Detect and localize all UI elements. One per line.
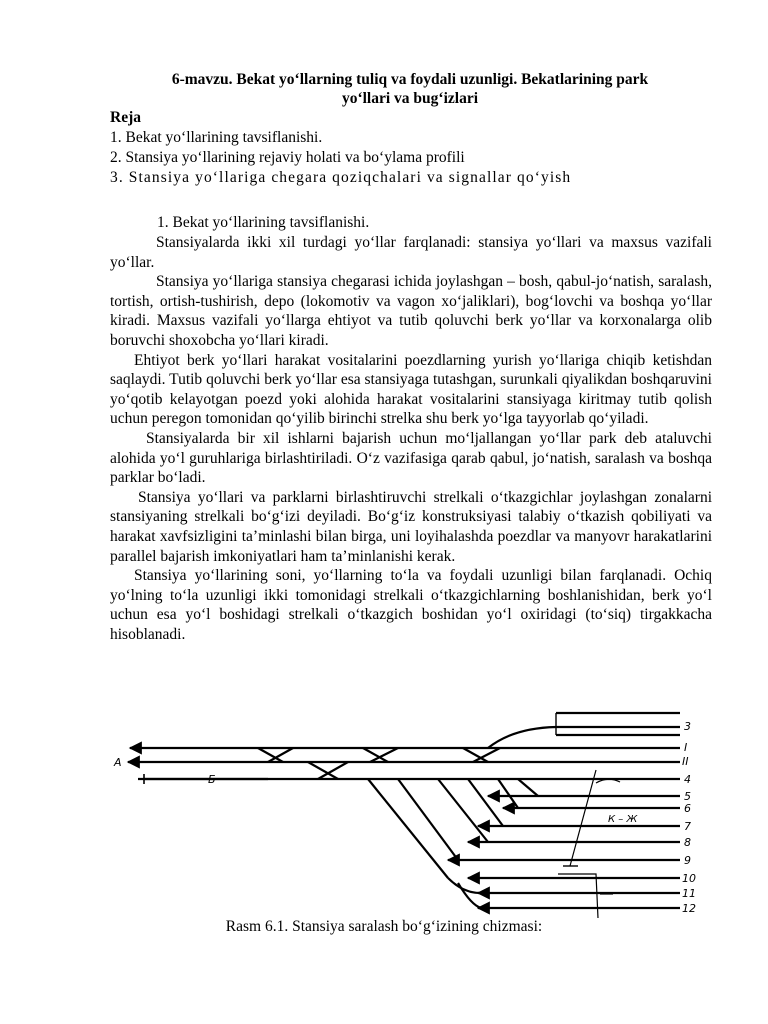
plan-heading: Reja — [110, 109, 141, 126]
figure-caption: Rasm 6.1. Stansiya saralash bo‘g‘izining chizmasi: — [225, 918, 543, 935]
paragraph-4: Stansiyalarda bir xil ishlarni bajarish uchun mo‘ljallangan yo‘llar park deb ataluvchi alohida yo‘l guruhlariga birlashtiriladi. O‘z vazifasiga qarab qabul, jo‘natish, saralash va boshqa parklar bo‘ladi. — [110, 429, 712, 487]
label-track-8: 8 — [684, 836, 691, 849]
title-line-2: yo‘llari va bug‘izlari — [341, 90, 479, 107]
paragraph-3: Ehtiyot berk yo‘llari harakat vositalarini poezdlarning yurish yo‘llariga chiqib ketishdan saqlaydi. Tutib qoluvchi berk yo‘llar esa stansiyaga tutashgan, surunkali qiyalikdan boshqaruvini yo‘qotib kelayotgan poezd yoki alohida harakat vositalarini stansiyaga kiritmay tutib qolish uchun peregon tomonidan qo‘yilib birinchi strelka shu berk yo‘lga tayyorlab qo‘yiladi. — [110, 351, 712, 428]
label-track-3: 3 — [684, 720, 691, 733]
label-track-I: I — [684, 741, 688, 754]
label-track-4: 4 — [684, 773, 691, 786]
body-text — [110, 233, 712, 644]
document-title — [110, 70, 710, 108]
paragraph-2: Stansiya yo‘llariga stansiya chegarasi ichida joylashgan – bosh, qabul-jo‘natish, saralash, tortish, ortish-tushirish, depo (lokomotiv va vagon xo‘jaliklari), bog‘lovchi va boshqa yo‘llar kiradi. Maxsus vazifali yo‘llarga ehtiyot va tutib qoluvchi berk yo‘llar va korxonalarga olib boruvchi shoxobcha yo‘llari kiradi. — [110, 273, 712, 349]
label-track-5: 5 — [684, 790, 691, 803]
label-track-11: 11 — [682, 887, 696, 900]
plan-item-2: 2. Stansiya yo‘llarining rejaviy holati va bo‘ylama profili — [110, 149, 465, 166]
label-track-10: 10 — [682, 872, 696, 885]
zone-label: К – Ж — [608, 814, 638, 825]
plan-item-1: 1. Bekat yo‘llarining tavsiflanishi. — [110, 129, 323, 146]
label-track-6: 6 — [684, 802, 691, 815]
paragraph-5: Stansiya yo‘llari va parklarni birlashtiruvchi strelkali o‘tkazgichlar joylashgan zonalarni stansiyaning strelkali bo‘g‘izi deyiladi. Bo‘g‘iz konstruksiyasi talabiy o‘tkazish qobiliyati va harakat xavfsizligini ta’minlashi bilan birga, uni loyihalashda poezdlar va manyovr harakatlarini parallel bajarish imkoniyatlari ham ta’minlanishi kerak. — [110, 488, 712, 565]
label-B: Б — [208, 773, 216, 786]
station-track-scheme — [108, 708, 698, 918]
paragraph-1: Stansiyalarda ikki xil turdagi yo‘llar farqlanadi: stansiya yo‘llari va maxsus vazifali yo‘llar. — [110, 234, 712, 271]
label-track-II: II — [682, 755, 689, 768]
label-track-9: 9 — [684, 854, 691, 867]
label-A: A — [114, 756, 122, 769]
plan-item-3: 3. Stansiya yo‘llariga chegara qoziqchalari va signallar qo‘yish — [110, 169, 572, 186]
label-track-7: 7 — [684, 820, 691, 833]
label-track-12: 12 — [682, 902, 696, 915]
section-heading: 1. Bekat yo‘llarining tavsiflanishi. — [157, 214, 370, 231]
title-line-1: 6-mavzu. Bekat yo‘llarning tuliq va foydali uzunligi. Bekatlarining park — [171, 71, 649, 88]
paragraph-6: Stansiya yo‘llarining soni, yo‘llarning to‘la va foydali uzunligi bilan farqlanadi. Ochiq yo‘lning to‘la uzunligi ikki tomonidagi strelkali o‘tkazgichlarning boshlanishidan, berk yo‘l uchun esa yo‘l boshidagi strelkali o‘tkazgich boshidan yo‘l oxiridagi (to‘siq) tirgakkacha hisoblanadi. — [110, 567, 712, 643]
